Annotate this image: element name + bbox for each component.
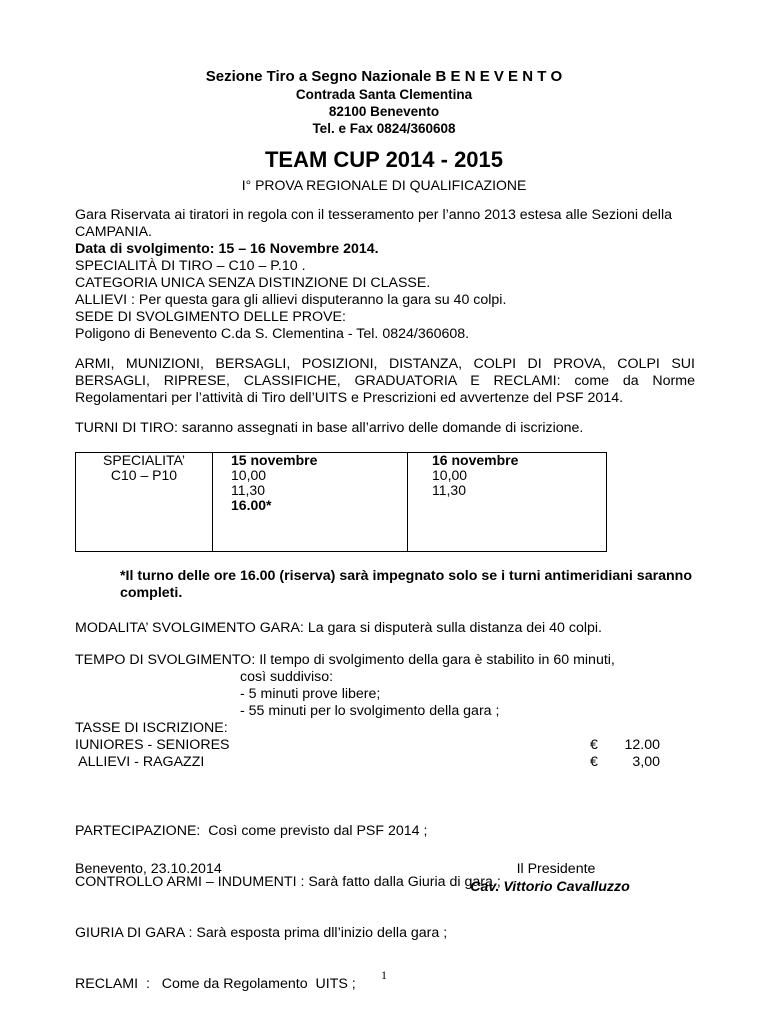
signer-name: Cav. Vittorio Cavalluzzo <box>470 879 630 895</box>
day1-time-reserve: 16.00* <box>231 497 272 513</box>
fee-row <box>75 754 660 771</box>
fee-category: IUNIORES - SENIORES <box>75 737 230 753</box>
reserve-note: *Il turno delle ore 16.00 (riserva) sarà impegnato solo se i turni antimeridiani saranno completi. <box>120 568 692 601</box>
address-line-1: Contrada Santa Clementina <box>295 87 473 102</box>
jury-line: GIURIA DI GARA : Sarà esposta prima dll’inizio della gara ; <box>75 925 448 941</box>
euro-symbol: € <box>590 737 598 753</box>
table-row <box>76 453 607 552</box>
specialty-line: SPECIALITÀ DI TIRO – C10 – P.10 . <box>75 258 306 274</box>
specialty-header: SPECIALITA’ <box>103 452 185 468</box>
weapons-paragraph: ARMI, MUNIZIONI, BERSAGLI, POSIZIONI, DISTANZA, COLPI DI PROVA, COLPI SUI BERSAGLI, RIPRESE, CLASSIFICHE, GRADUATORIA E RECLAMI: come da Norme Regolamentari per l’attività di Tiro dell’UITS e Prescrizioni ed avvertenze del PSF 2014. <box>75 356 695 406</box>
fee-amount: 3,00 <box>632 754 660 770</box>
fee-amount: 12.00 <box>624 737 660 753</box>
specialty-cell <box>76 453 213 552</box>
shifts-paragraph: TURNI DI TIRO: saranno assegnati in base all’arrivo delle domande di iscrizione. <box>75 420 584 436</box>
place-date: Benevento, 23.10.2014 <box>75 861 222 877</box>
venue-line: Poligono di Benevento C.da S. Clementina - Tel. 0824/360608. <box>75 326 470 342</box>
fees-label: TASSE DI ISCRIZIONE: <box>75 720 228 736</box>
event-date: Data di svolgimento: 15 – 16 Novembre 2014. <box>75 241 379 257</box>
modality-line: MODALITA’ SVOLGIMENTO GARA: La gara si disputerà sulla distanza dei 40 colpi. <box>75 620 602 636</box>
venue-label: SEDE DI SVOLGIMENTO DELLE PROVE: <box>75 309 346 325</box>
euro-symbol: € <box>590 754 598 770</box>
day2-cell <box>408 453 607 552</box>
allievi-line: ALLIEVI : Per questa gara gli allievi disputeranno la gara su 40 colpi. <box>75 292 507 308</box>
fee-row <box>75 737 660 754</box>
signer-role: Il Presidente <box>516 861 596 877</box>
fee-category: ALLIEVI - RAGAZZI <box>75 754 205 770</box>
day1-time: 10,00 <box>231 467 267 483</box>
phone-line: Tel. e Fax 0824/360608 <box>312 121 456 136</box>
document-title: TEAM CUP 2014 - 2015 <box>264 147 504 172</box>
time-free-practice: - 5 minuti prove libere; <box>240 686 381 702</box>
time-text: Il tempo di svolgimento della gara è stabilito in 60 minuti, <box>255 652 615 668</box>
day2-time: 10,00 <box>432 467 468 483</box>
time-subdivision: così suddiviso: <box>240 669 334 685</box>
intro-section <box>75 207 695 343</box>
category-line: CATEGORIA UNICA SENZA DISTINZIONE DI CLASSE. <box>75 275 431 291</box>
time-line <box>75 652 735 669</box>
day1-cell <box>213 453 408 552</box>
day2-time: 11,30 <box>432 482 466 498</box>
weapons-check-line: CONTROLLO ARMI – INDUMENTI : Sarà fatto dalla Giuria di gara ; <box>75 874 501 890</box>
day2-header: 16 novembre <box>432 452 519 468</box>
specialty-value: C10 – P10 <box>110 467 178 483</box>
document-subtitle: I° PROVA REGIONALE DI QUALIFICAZIONE <box>241 177 527 193</box>
final-notes <box>75 789 695 1027</box>
complaints-line: RECLAMI : Come da Regolamento UITS ; <box>75 976 356 992</box>
participation-line: PARTECIPAZIONE: Così come previsto dal PSF 2014 ; <box>75 823 428 839</box>
time-competition: - 55 minuti per lo svolgimento della gara ; <box>240 703 500 719</box>
day1-time: 11,30 <box>231 482 265 498</box>
shifts-table <box>75 452 607 552</box>
address-line-2: 82100 Benevento <box>328 104 440 119</box>
intro-line: Gara Riservata ai tiratori in regola con il tesseramento per l’anno 2013 estesa alle Sezioni della CAMPANIA. <box>75 207 672 240</box>
page-number: 1 <box>381 968 387 982</box>
time-label: TEMPO DI SVOLGIMENTO: <box>75 652 256 668</box>
day1-header: 15 novembre <box>231 452 318 468</box>
organization-name: Sezione Tiro a Segno Nazionale B E N E V E N T O <box>205 68 563 85</box>
